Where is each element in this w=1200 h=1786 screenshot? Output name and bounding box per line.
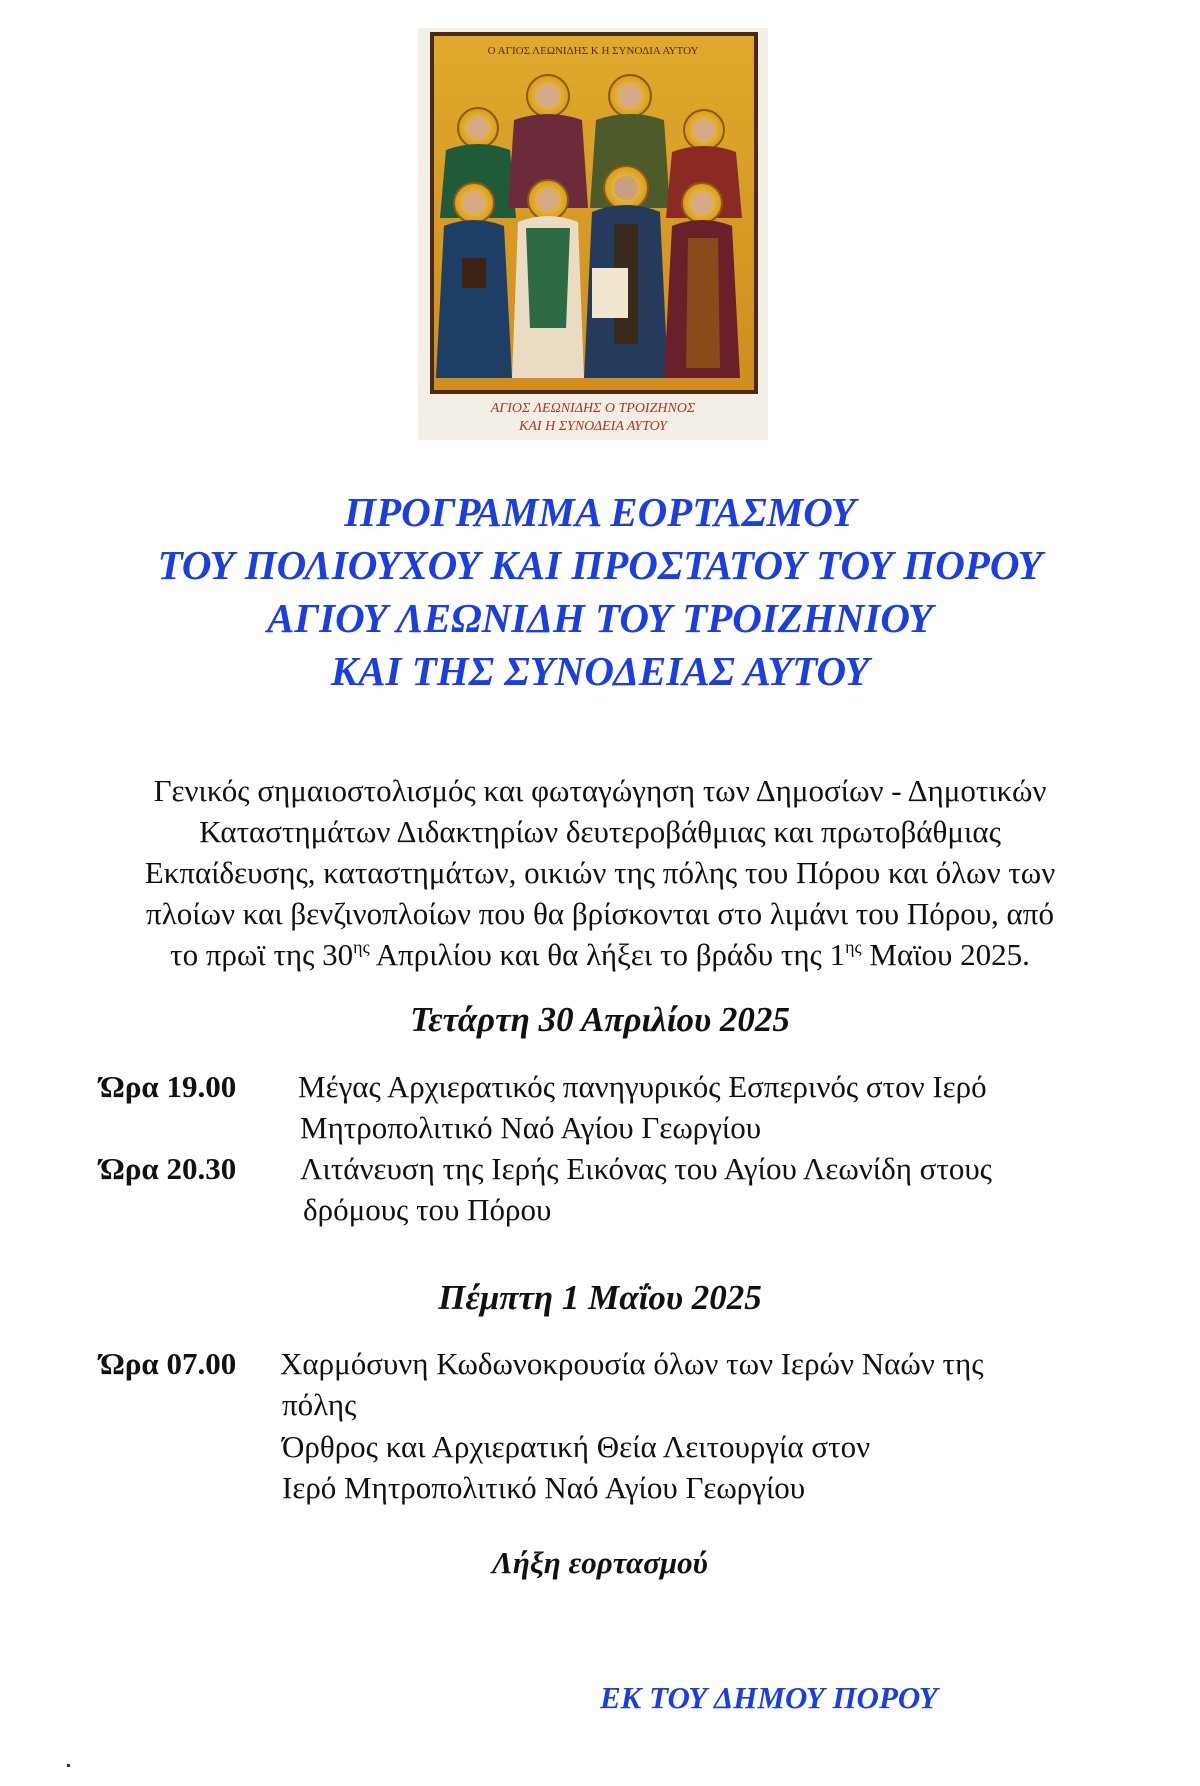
icon-top-caption: Ο ΑΓΙΟΣ ΛΕΩΝΙΔΗΣ Κ Η ΣΥΝΟΔΙΑ ΑΥΤΟΥ [487,45,699,57]
ordinal-suffix-1: ης [353,937,370,957]
day-2-item-1-line-2: πόλης [282,1387,357,1422]
saint-icon-image [418,28,768,440]
stray-dot [67,1764,70,1767]
day-1-item-1-line-1: Μέγας Αρχιερατικός πανηγυρικός Εσπερινός στον Ιερό [298,1069,987,1104]
end-of-celebration: Λήξη εορτασμού [492,1545,708,1580]
day-1-item-2-line-2: δρόμους του Πόρου [303,1192,552,1227]
day-2-item-1-time: Ώρα 07.00 [100,1346,237,1381]
intro-line-3: Εκπαίδευσης, καταστημάτων, οικιών της πόλης του Πόρου και όλων των [144,855,1056,890]
intro-line-5-a: το πρωϊ της 30 [170,937,354,972]
day-1-item-1-line-2: Μητροπολιτικό Ναό Αγίου Γεωργίου [300,1110,762,1145]
day-2-item-1-line-4: Ιερό Μητροπολιτικό Ναό Αγίου Γεωργίου [282,1470,806,1505]
intro-line-5-b: Απριλίου και θα λήξει το βράδυ της 1 [369,937,846,972]
intro-line-5-c: Μαϊου 2025. [861,937,1030,972]
intro-line-4: πλοίων και βενζινοπλοίων που θα βρίσκονται στο λιμάνι του Πόρου, από [146,896,1054,931]
title-line-2: ΤΟΥ ΠΟΛΙΟΥΧΟΥ ΚΑΙ ΠΡΟΣΤΑΤΟΥ ΤΟΥ ΠΟΡΟΥ [157,542,1043,588]
intro-line-2: Καταστημάτων Διδακτηρίων δευτεροβάθμιας και πρωτοβάθμιας [199,814,1001,849]
intro-paragraph [70,770,1130,975]
intro-line-5 [70,934,1130,975]
day-2-item-1-line-3: Όρθρος και Αρχιερατική Θεία Λειτουργία στον [282,1429,871,1464]
day-2-heading: Πέμπτη 1 Μαΐου 2025 [438,1278,762,1317]
day-1-item-2-line-1: Λιτάνευση της Ιερής Εικόνας του Αγίου Λεωνίδη στους [300,1151,992,1186]
program-title [60,486,1140,698]
icon-bottom-caption-1: ΑΓΙΟΣ ΛΕΩΝΙΔΗΣ Ο ΤΡΟΙΖΗΝΟΣ [490,401,696,416]
day-1-item-2-time: Ώρα 20.30 [100,1151,237,1186]
day-1-heading: Τετάρτη 30 Απριλίου 2025 [410,1000,790,1039]
intro-line-1: Γενικός σημαιοστολισμός και φωταγώγηση των Δημοσίων - Δημοτικών [153,773,1047,808]
title-line-4: ΚΑΙ ΤΗΣ ΣΥΝΟΔΕΙΑΣ ΑΥΤΟΥ [330,648,870,694]
icon-bottom-caption-2: ΚΑΙ Η ΣΥΝΟΔΕΙΑ ΑΥΤΟΥ [519,419,667,434]
day-1-item-1-time: Ώρα 19.00 [100,1069,237,1104]
ordinal-suffix-2: ης [845,937,862,957]
municipality-signature: ΕΚ ΤΟΥ ΔΗΜΟΥ ΠΟΡΟΥ [600,1680,938,1715]
day-2-item-1-line-1: Χαρμόσυνη Κωδωνοκρουσία όλων των Ιερών Ναών της [280,1346,984,1381]
title-line-3: ΑΓΙΟΥ ΛΕΩΝΙΔΗ ΤΟΥ ΤΡΟΙΖΗΝΙΟΥ [267,595,933,641]
title-line-1: ΠΡΟΓΡΑΜΜΑ ΕΟΡΤΑΣΜΟΥ [344,489,856,535]
icon-painting [418,28,768,440]
